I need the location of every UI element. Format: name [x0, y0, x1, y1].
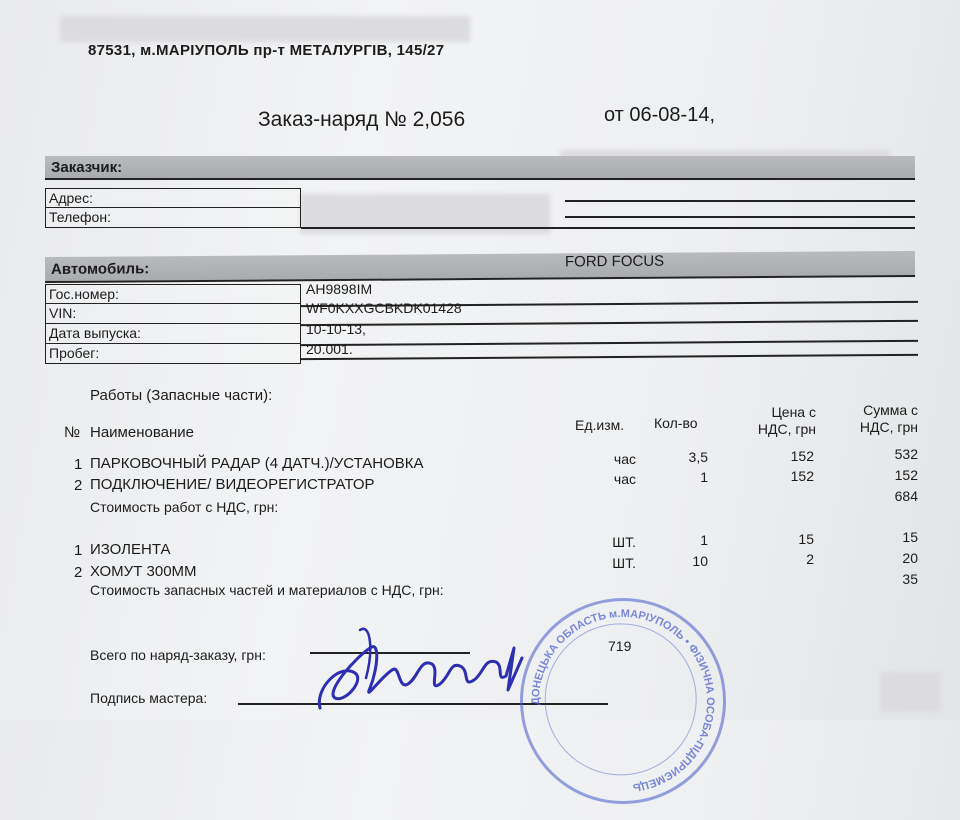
- stamp-text-ring: [507, 585, 739, 817]
- col-sum-header-line1: Сумма с: [863, 402, 918, 418]
- part-row-price: 15: [798, 531, 814, 547]
- customer-section-label: Заказчик:: [51, 159, 123, 176]
- car-field-label-box: [45, 304, 301, 324]
- part-row-name: ИЗОЛЕНТА: [90, 541, 171, 558]
- part-row-no: 1: [74, 542, 83, 559]
- work-row-no: 2: [74, 477, 83, 494]
- col-price-header-line2: НДС, грн: [757, 421, 816, 437]
- car-row-line: [301, 320, 918, 326]
- signature-label: Подпись мастера:: [90, 690, 208, 706]
- car-vin-value: WF0KXXGCBKDK01428: [306, 300, 462, 316]
- car-field-label: VIN:: [49, 305, 77, 321]
- customer-phone-label-box: [45, 208, 301, 228]
- car-plate-value: AH9898IM: [306, 281, 373, 297]
- company-stamp: [504, 582, 743, 820]
- works-section-title: Работы (Запасные части):: [90, 387, 273, 404]
- work-row-name: ПАРКОВОЧНЫЙ РАДАР (4 ДАТЧ.)/УСТАНОВКА: [90, 455, 424, 472]
- col-price-header: [740, 404, 816, 438]
- work-row-qty: 3,5: [688, 449, 708, 465]
- redacted-corner: [880, 672, 940, 712]
- part-row-sum: 15: [902, 529, 918, 545]
- customer-phone-label: Телефон:: [49, 209, 111, 225]
- col-name-header: Наименование: [90, 424, 194, 441]
- col-qty-header: Кол-во: [654, 415, 698, 431]
- part-row-no: 2: [74, 564, 83, 581]
- order-date: от 06-08-14,: [604, 104, 716, 126]
- car-field-label: Гос.номер:: [49, 286, 119, 302]
- col-price-header-line1: Цена с: [771, 404, 816, 420]
- work-row-sum: 532: [894, 446, 918, 462]
- car-field-label-box: [45, 344, 301, 364]
- customer-address-label: Адрес:: [49, 190, 93, 206]
- car-section-label: Автомобиль:: [50, 260, 150, 278]
- redacted-top: [60, 16, 470, 42]
- work-row-name: ПОДКЛЮЧЕНИЕ/ ВИДЕОРЕГИСТРАТОР: [90, 476, 375, 493]
- part-row-sum: 20: [902, 550, 918, 566]
- part-row-unit: ШТ.: [612, 555, 636, 571]
- car-field-label: Дата выпуска:: [49, 325, 141, 341]
- work-row-sum: 152: [894, 467, 918, 483]
- car-field-label-box: [45, 284, 301, 304]
- car-mileage-value: 20.001.: [306, 341, 353, 357]
- part-row-qty: 1: [700, 532, 708, 548]
- work-row-unit: час: [613, 451, 636, 467]
- company-address: 87531, м.МАРІУПОЛЬ пр-т МЕТАЛУРГІВ, 145/27: [88, 42, 445, 59]
- works-total-label: Стоимость работ с НДС, грн:: [90, 499, 279, 515]
- stamp-text: ДОНЕЦЬКА ОБЛАСТЬ м.МАРІУПОЛЬ • ФІЗИЧНА ОСОБА-ПІДПРИЄМЕЦЬ: [529, 607, 717, 794]
- col-no-header: №: [64, 424, 81, 441]
- svg-text:ДОНЕЦЬКА ОБЛАСТЬ м.МАРІУПОЛЬ •: [516, 593, 731, 808]
- car-row-line: [301, 354, 918, 360]
- part-row-name: ХОМУТ 300ММ: [90, 563, 197, 580]
- customer-phone-line: [301, 227, 915, 229]
- parts-total-value: 35: [902, 571, 918, 587]
- parts-total-label: Стоимость запасных частей и материалов с НДС, грн:: [90, 582, 444, 598]
- grand-total-label: Всего по наряд-заказу, грн:: [90, 647, 266, 663]
- part-row-unit: ШТ.: [612, 534, 636, 550]
- work-row-no: 1: [74, 456, 83, 473]
- part-row-qty: 10: [692, 553, 708, 569]
- work-row-price: 152: [790, 448, 814, 464]
- col-sum-header: [842, 402, 918, 436]
- customer-divider-line: [565, 216, 915, 218]
- grand-total-value: 719: [608, 638, 632, 654]
- handwritten-signature: [300, 618, 530, 718]
- col-sum-header-line2: НДС, грн: [859, 419, 918, 435]
- col-unit-header: Ед.изм.: [575, 417, 625, 433]
- work-row-qty: 1: [700, 469, 708, 485]
- work-row-price: 152: [790, 468, 814, 484]
- customer-section-header: [45, 156, 915, 180]
- car-row-line: [301, 340, 918, 346]
- works-total-value: 684: [894, 488, 918, 504]
- order-title: Заказ-наряд № 2,056: [258, 108, 466, 131]
- car-year-value: 10-10-13,: [306, 321, 366, 337]
- car-section-header: [45, 251, 915, 283]
- customer-address-label-box: [45, 188, 301, 208]
- car-field-label-box: [45, 324, 301, 344]
- customer-address-line: [565, 200, 915, 202]
- work-row-unit: час: [613, 471, 636, 487]
- car-model: FORD FOCUS: [564, 252, 665, 271]
- part-row-price: 2: [806, 551, 814, 567]
- car-field-label: Пробег:: [49, 345, 100, 361]
